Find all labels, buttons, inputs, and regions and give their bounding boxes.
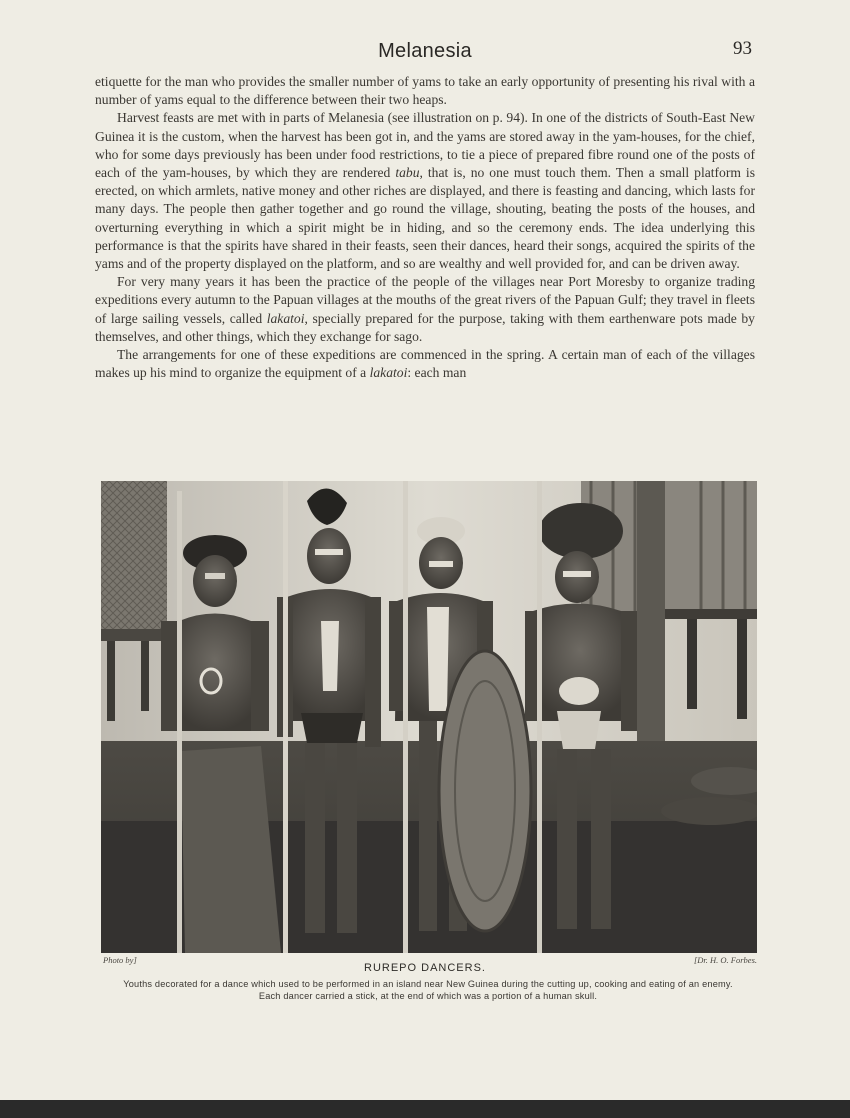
italic-term: tabu [395, 165, 420, 181]
figure-title: RUREPO DANCERS. [364, 962, 486, 974]
figure-caption: Youths decorated for a dance which used to be performed in an island near New Guinea during the cutting up, cooking and eating of an enemy. Each dancer carried a stick, at the end of which was a portion of a human skull. [123, 979, 733, 1001]
paragraph [95, 346, 755, 382]
text-run: The arrangements for one of these expeditions are commenced in the spring. A certain man of each of the villages makes up his mind to organize the equipment of a [95, 347, 755, 381]
photograph-image [101, 481, 757, 953]
page-title: Melanesia [378, 40, 472, 62]
text-run: , specially prepared for the purpose, taking with them earthenware pots made by themselves, and other things, which they exchange for sago. [95, 310, 755, 344]
scan-edge [0, 1100, 850, 1118]
italic-term: lakatoi [266, 310, 305, 326]
photo-credit-name: [Dr. H. O. Forbes. [693, 955, 757, 965]
text-run: , that is, no one must touch them. Then a small platform is erected, on which armlets, native money and other riches are displayed, and there is feasting and dancing, which lasts for many days. The people then gather together and go round the village, shouting, beating the posts of the houses, and overturning everything in which a spirit might be in hiding, and so the ceremony ends. The idea underlying this performance is that the spirits have shared in their feasts, seen their dances, heard their songs, acquired the spirits of the yams and of the property displayed on the platform, and so are wealthy and well provided for, and can be driven away. [95, 165, 756, 272]
text-run: : each man [407, 365, 467, 381]
running-head [0, 38, 850, 68]
text-run: etiquette for the man who provides the smaller number of yams to take an early opportunity of presenting his rival with a number of yams equal to the difference between their two heaps. [95, 74, 755, 108]
page-number: 93 [733, 38, 752, 59]
italic-term: lakatoi [369, 365, 408, 381]
photograph-rurepo-dancers [101, 481, 757, 953]
paragraph [95, 109, 755, 273]
body-text [95, 73, 755, 382]
photo-credit-label: Photo by] [103, 955, 137, 965]
paragraph [95, 73, 755, 109]
text-run: For very many years it has been the practice of the people of the villages near Port Moresby to organize trading expeditions every autumn to the Papuan villages at the mouths of the great rivers of the Papuan Gulf; they travel in fleets of large sailing vessels, called [95, 274, 755, 326]
text-run: Harvest feasts are met with in parts of Melanesia (see illustration on p. 94). In one of the districts of South-East New Guinea it is the custom, when the harvest has been got in, and the yams are stored away in the yam-houses, for the chief, who for some days previously has been under food restrictions, to tie a piece of prepared fibre round one of the posts of each of the yam-houses, by which they are rendered [95, 110, 755, 181]
paragraph [95, 273, 755, 346]
